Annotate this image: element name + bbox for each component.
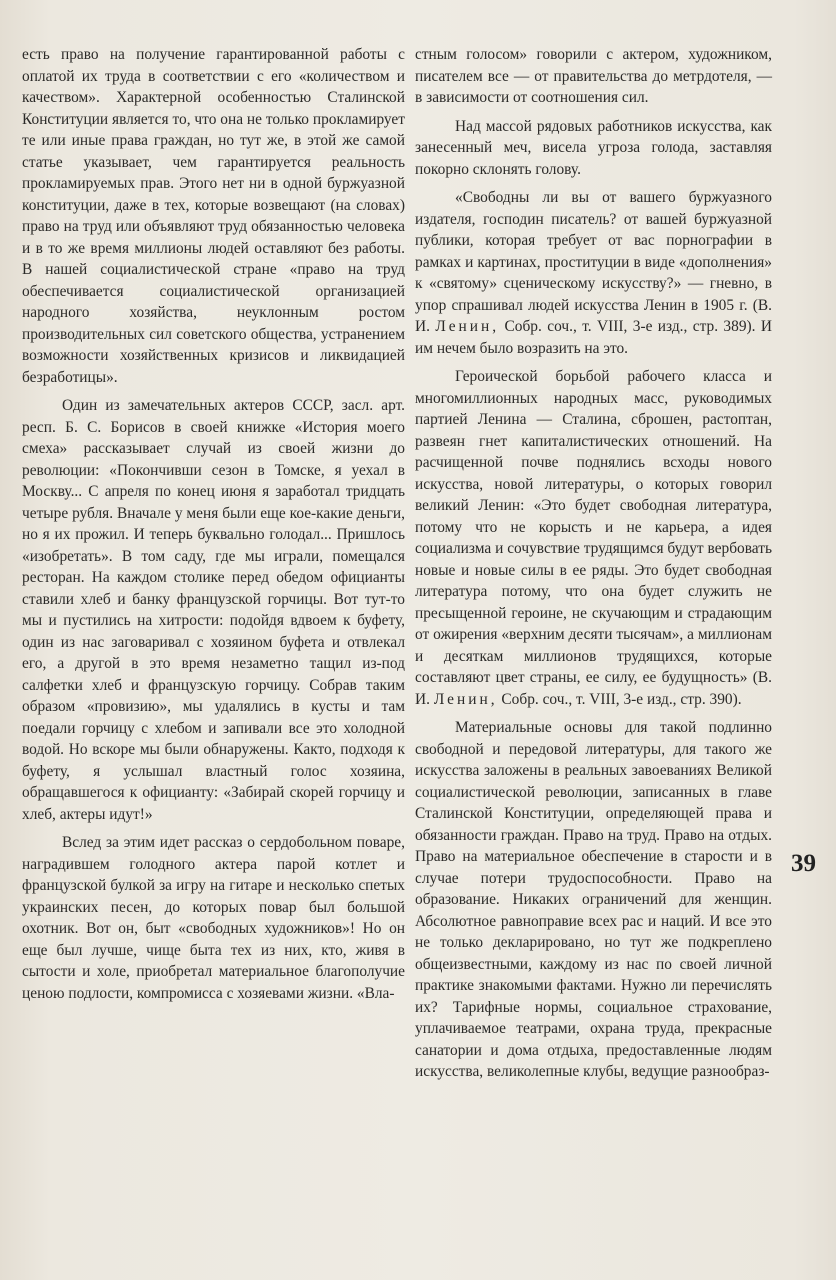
paragraph: Один из замечательных актеров СССР, засл. арт. респ. Б. С. Борисов в своей книжке «История моего смеха» рассказывает случай из своей жизни до революции: «Покончивши сезон в Томске, я уехал в Москву... С апреля по конец июня я заработал тридцать четыре рубля. Вначале у меня были еще кое-какие деньги, но я их прожил. И теперь буквально голодал... Пришлось «изобретать». В том саду, где мы играли, помещался ресторан. На каждом столике перед обедом официанты ставили хлеб и банку французской горчицы. Вот тут-то мы и пустились на хитрости: подойдя вдвоем к буфету, один из нас заговаривал с хозяином буфета и отвлекал его, а другой в это время незаметно тащил из-под салфетки хлеб и французскую горчицу. Собрав таким образом «провизию», мы удалялись в кусты и там поедали горчицу с хлебом и запивали все это холодной водой. Но вскоре мы были обнаружены. Както, подходя к буфету, я услышал властный голос хозяина, обращавшегося к официанту: «Забирай скорей горчицу и хлеб, актеры идут!»: [22, 397, 405, 823]
author-name: Ленин,: [433, 690, 498, 708]
citation-reference: Собр. соч., т. VIII, 3-е изд., стр. 389). И им нечем было возразить на это.: [415, 318, 772, 357]
paragraph: [415, 187, 772, 359]
left-column: [22, 44, 405, 1011]
page-number: 39: [791, 850, 816, 877]
citation-reference: Собр. соч., т. VIII, 3-е изд., стр. 390).: [501, 690, 742, 708]
author-name: Ленин,: [435, 318, 500, 335]
paragraph: стным голосом» говорили с актером, художником, писателем все — от правительства до метрдотеля, — в зависимости от соотношения сил.: [415, 46, 772, 106]
quote-text: Героической борьбой рабочего класса и многомиллионных народных масс, руководимых партией Ленина — Сталина, сброшен, растоптан, развеян гнет капиталистических отношений. На расчищенной почве поднялись всходы нового искусства, новой литературы, о которых говорил великий Ленин: «Это будет свободная литература, потому что не корысть и не карьера, а идея социализма и сочувствие трудящимся будут вербовать новые и новые силы в ее ряды. Это будет свободная литература потому, что она будет служить не пресыщенной героине, не скучающим и страдающим от ожирения «верхним десяти тысячам», а миллионам и десяткам миллионов трудящихся, которые составляют цвет страны, ее силу, ее будущность» (В. И.: [415, 368, 772, 708]
paragraph: Над массой рядовых работников искусства, как занесенный меч, висела угроза голода, заставляя покорно склонять голову.: [415, 117, 772, 178]
paragraph: Материальные основы для такой подлинно свободной и передовой литературы, для такого же искусства заложены в реальных завоеваниях Великой социалистической революции, записанных в главе Сталинской Конституции, определяющей права и обязанности граждан. Право на труд. Право на отдых. Право на материальное обеспечение в старости и в случае потери трудоспособности. Право на образование. Никаких ограничений для женщин. Абсолютное равноправие всех рас и наций. И все это не только декларировано, но тут же подкреплено общеизвестными, каждому из нас по своей личной практике знакомыми фактами. Нужно ли перечислять их? Тарифные нормы, социальное страхование, уплачиваемое театрами, охрана труда, прекрасные санатории и дома отдыха, предоставленные людям искусства, великолепные клубы, ведущие разнообраз-: [415, 719, 772, 1080]
paragraph: Вслед за этим идет рассказ о сердобольном поваре, наградившем голодного актера парой котлет и французской булкой за игру на гитаре и несколько спетых украинских песен, до которых повар был большой охотник. Вот он, быт «свободных художников»! Но он еще был лучше, чище быта тех из них, кто, живя в сытости и холе, приобретал материальное благополучие ценою подлости, компромисса с хозяевами жизни. «Вла-: [22, 834, 405, 1002]
quote-text: «Свободны ли вы от вашего буржуазного издателя, господин писатель? от вашей буржуазной публики, которая требует от вас порнографии в рамках и картинах, проституции в виде «дополнения» к «святому» сценическому искусству?» — гневно, в упор спрашивал людей искусства Ленин в 1905 г. (В. И.: [415, 189, 772, 335]
paragraph: [415, 366, 772, 710]
right-column: [415, 44, 772, 1090]
paragraph: есть право на получение гарантированной работы с оплатой их труда в соответствии с его «количеством и качеством». Характерной особенностью Сталинской Конституции является то, что она не только прокламирует те или иные права граждан, но тут же, в этой же самой статье указывает, чем гарантируется реальность прокламируемых прав. Этого нет ни в одной буржуазной конституции, даже в тех, которые возвещают (на словах) право на труд или объявляют труд обязанностью человека и в то же время миллионы людей оставляют без работы. В нашей социалистической стране «право на труд обеспечивается социалистической организацией народного хозяйства, неуклонным ростом производительных сил советского общества, устранением возможности хозяйственных кризисов и ликвидацией безработицы».: [22, 46, 405, 386]
